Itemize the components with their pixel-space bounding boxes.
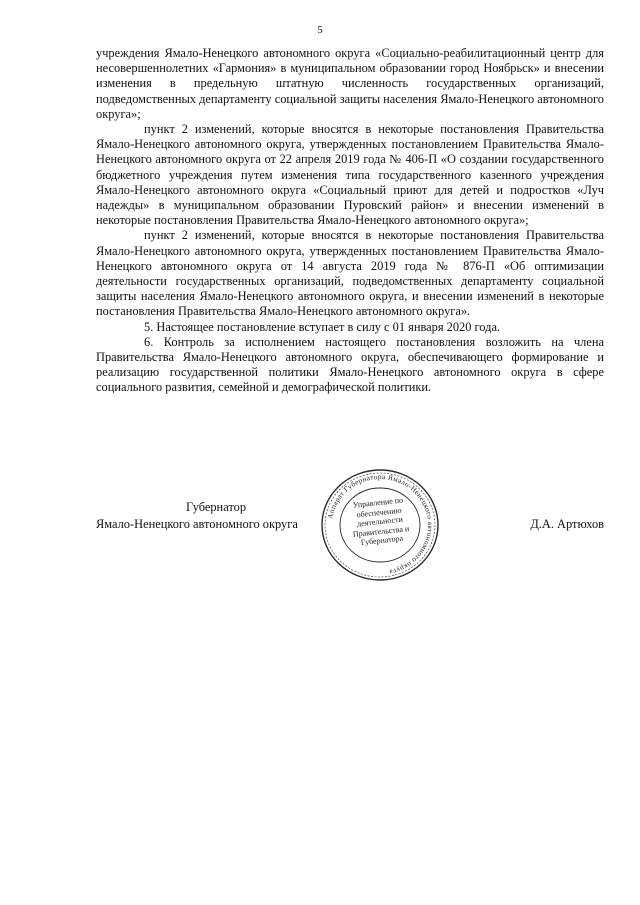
paragraph-3: пункт 2 изменений, которые вносятся в некоторые постановления Правительства Ямало-Ненецкого автономного округа, утвержденных постановлением Правительства Ямало-Ненецкого автономного округа от 14 августа 2019 года № 876-П «Об оптимизации деятельности государственных организаций, подведомственных департаменту социальной защиты населения Ямало-Ненецкого автономного округа, и внесении изменений в некоторые постановления Правительства Ямало-Ненецкого автономного округа».	[96, 228, 604, 319]
signatory-name: Д.А. Артюхов	[530, 517, 604, 531]
seal-inner-text: Управление по обеспечению деятельности Правительства и Губернатора	[352, 495, 410, 548]
page-number: 5	[317, 24, 323, 36]
paragraph-1: учреждения Ямало-Ненецкого автономного округа «Социально-реабилитационный центр для несовершеннолетних «Гармония» в муниципальном образовании город Ноябрьск» и внесении изменения в предельную штатную численность государственных организаций, подведомственных департаменту социальной защиты населения Ямало-Ненецкого автономного округа»;	[96, 46, 604, 121]
signatory-region: Ямало-Ненецкого автономного округа	[96, 517, 298, 531]
official-seal	[318, 466, 442, 584]
paragraph-4: 5. Настоящее постановление вступает в силу с 01 января 2020 года.	[144, 319, 501, 334]
seal-ring-text: Аппарат Губернатора Ямало-Ненецкого автономного округа	[326, 472, 435, 577]
document-body	[96, 46, 604, 396]
signatory-title: Губернатор	[186, 500, 247, 514]
paragraph-5: 6. Контроль за исполнением настоящего постановления возложить на члена Правительства Ямало-Ненецкого автономного округа, обеспечивающего формирование и реализацию государственной политики Ямало-Ненецкого автономного округа в сфере социального развития, семейной и демографической политики.	[96, 334, 604, 395]
paragraph-2: пункт 2 изменений, которые вносятся в некоторые постановления Правительства Ямало-Ненецкого автономного округа, утвержденных постановлением Правительства Ямало-Ненецкого автономного округа от 22 апреля 2019 года № 406-П «О создании государственного бюджетного учреждения путем изменения типа государственного казенного учреждения Ямало-Ненецкого автономного округа «Социальный приют для детей и подростков «Луч надежды» в муниципальном образовании Пуровский район» и внесении изменений в некоторые постановления Правительства Ямало-Ненецкого автономного округа»;	[96, 122, 604, 228]
